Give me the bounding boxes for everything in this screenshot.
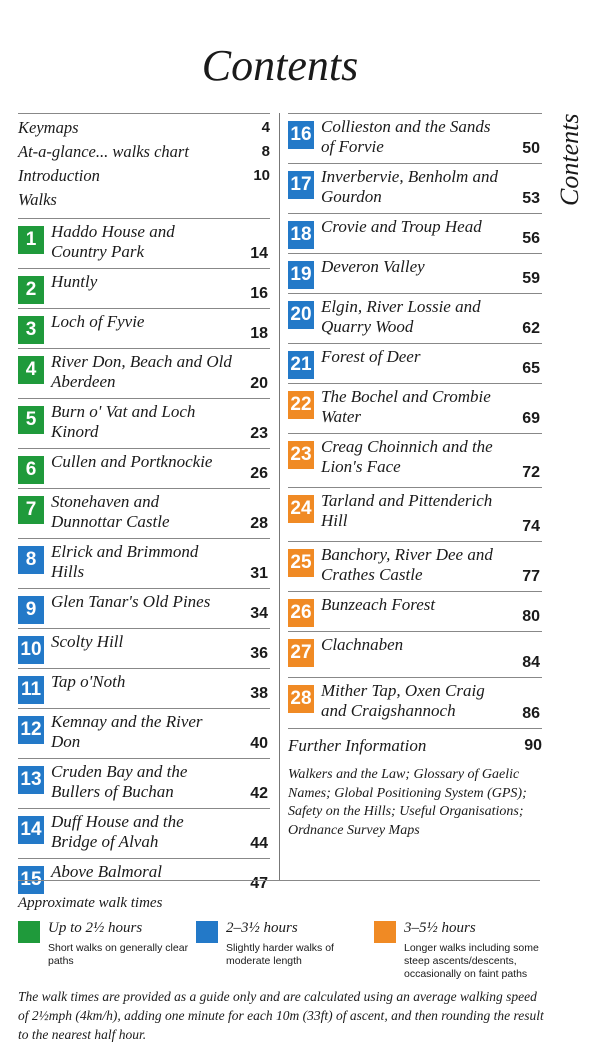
walk-row[interactable] bbox=[18, 268, 270, 308]
walk-page-number: 20 bbox=[250, 375, 268, 392]
walk-row[interactable] bbox=[18, 588, 270, 628]
front-matter-list bbox=[18, 114, 270, 218]
walk-number-badge: 16 bbox=[288, 121, 314, 149]
walk-name: Elgin, River Lossie and Quarry Wood bbox=[321, 297, 481, 336]
walk-page-number: 28 bbox=[250, 515, 268, 532]
walk-times-note: The walk times are provided as a guide only and are calculated using an average walking speed of 2½mph (4km/h), adding one minute for each 10m (33ft) of ascent, and then rounding the result to the nearest half hour. bbox=[18, 989, 544, 1042]
front-matter-page: 4 bbox=[261, 119, 270, 136]
walk-number-badge: 19 bbox=[288, 261, 314, 289]
walk-number-badge: 7 bbox=[18, 496, 44, 524]
walk-page-number: 65 bbox=[522, 360, 540, 377]
walk-page-number: 69 bbox=[522, 410, 540, 427]
walk-number-badge: 27 bbox=[288, 639, 314, 667]
contents-right-column bbox=[288, 113, 542, 840]
legend-description: Slightly harder walks of moderate length bbox=[226, 942, 334, 967]
walk-name: Tarland and Pittenderich Hill bbox=[321, 491, 493, 530]
walk-page-number: 80 bbox=[522, 608, 540, 625]
walk-page-number: 16 bbox=[250, 285, 268, 302]
walk-name: Mither Tap, Oxen Craig and Craigshannoch bbox=[321, 681, 485, 720]
walk-name: Scolty Hill bbox=[51, 632, 124, 651]
side-tab-label: Contents bbox=[555, 113, 584, 207]
walk-number-badge: 26 bbox=[288, 599, 314, 627]
walk-name: Banchory, River Dee and Crathes Castle bbox=[321, 545, 493, 584]
walk-number-badge: 6 bbox=[18, 456, 44, 484]
front-matter-label: At-a-glance... walks chart bbox=[18, 142, 189, 161]
green-swatch bbox=[18, 921, 40, 943]
walk-row[interactable] bbox=[288, 677, 542, 728]
walk-number-badge: 3 bbox=[18, 316, 44, 344]
walk-row[interactable] bbox=[18, 348, 270, 398]
walk-page-number: 40 bbox=[250, 735, 268, 752]
walk-number-badge: 5 bbox=[18, 406, 44, 434]
walk-name: Tap o'Noth bbox=[51, 672, 126, 691]
walk-row[interactable] bbox=[18, 708, 270, 758]
front-matter-page: 10 bbox=[253, 167, 270, 184]
blue-swatch bbox=[196, 921, 218, 943]
walk-row[interactable] bbox=[18, 628, 270, 668]
walk-page-number: 72 bbox=[522, 464, 540, 481]
walk-number-badge: 21 bbox=[288, 351, 314, 379]
walk-name: Deveron Valley bbox=[321, 257, 425, 276]
walk-number-badge: 15 bbox=[18, 866, 44, 894]
walk-row[interactable] bbox=[18, 538, 270, 588]
front-matter-label: Keymaps bbox=[18, 118, 79, 137]
walk-page-number: 53 bbox=[522, 190, 540, 207]
further-information-row[interactable] bbox=[288, 728, 542, 762]
walk-number-badge: 2 bbox=[18, 276, 44, 304]
walk-row[interactable] bbox=[288, 253, 542, 293]
walk-page-number: 23 bbox=[250, 425, 268, 442]
walk-name: Haddo House and Country Park bbox=[51, 222, 175, 261]
walk-name: Forest of Deer bbox=[321, 347, 421, 366]
walks-list-right bbox=[288, 113, 542, 728]
walk-page-number: 34 bbox=[250, 605, 268, 622]
walk-name: Stonehaven and Dunnottar Castle bbox=[51, 492, 170, 531]
walk-row[interactable] bbox=[288, 433, 542, 487]
walk-row[interactable] bbox=[288, 213, 542, 253]
walk-number-badge: 13 bbox=[18, 766, 44, 794]
walk-number-badge: 24 bbox=[288, 495, 314, 523]
walk-number-badge: 8 bbox=[18, 546, 44, 574]
legend-title: Up to 2½ hours bbox=[48, 920, 143, 936]
walk-name: Collieston and the Sands of Forvie bbox=[321, 117, 491, 156]
walk-name: Bunzeach Forest bbox=[321, 595, 436, 614]
front-matter-label: Walks bbox=[18, 190, 57, 209]
walk-page-number: 31 bbox=[250, 565, 268, 582]
walk-row[interactable] bbox=[18, 308, 270, 348]
bottom-rule bbox=[18, 880, 540, 881]
walk-name: The Bochel and Crombie Water bbox=[321, 387, 491, 426]
walk-name: Huntly bbox=[51, 272, 98, 291]
walk-name: Duff House and the Bridge of Alvah bbox=[51, 812, 184, 851]
walk-page-number: 42 bbox=[250, 785, 268, 802]
walk-page-number: 62 bbox=[522, 320, 540, 337]
walk-row[interactable] bbox=[288, 541, 542, 591]
legend-title: 2–3½ hours bbox=[226, 920, 298, 936]
front-matter-page: 8 bbox=[261, 143, 270, 160]
further-information-label: Further Information bbox=[288, 736, 427, 755]
further-information-description: Walkers and the Law; Glossary of Gaelic Names; Global Positioning System (GPS); Safety on the Hills; Useful Organisations; Ordnance Survey Maps bbox=[288, 767, 527, 838]
walk-row[interactable] bbox=[288, 383, 542, 433]
walk-number-badge: 9 bbox=[18, 596, 44, 624]
walk-number-badge: 18 bbox=[288, 221, 314, 249]
walk-page-number: 44 bbox=[250, 835, 268, 852]
walk-row[interactable] bbox=[288, 591, 542, 631]
walk-number-badge: 22 bbox=[288, 391, 314, 419]
walk-name: Crovie and Troup Head bbox=[321, 217, 482, 236]
contents-left-column bbox=[18, 113, 270, 898]
walk-name: Burn o' Vat and Loch Kinord bbox=[51, 402, 196, 441]
legend-title: 3–5½ hours bbox=[404, 920, 476, 936]
walk-row[interactable] bbox=[288, 293, 542, 343]
walk-page-number: 26 bbox=[250, 465, 268, 482]
walk-page-number: 74 bbox=[522, 518, 540, 535]
walk-row[interactable] bbox=[18, 758, 270, 808]
column-divider bbox=[279, 113, 280, 880]
walk-row[interactable] bbox=[288, 343, 542, 383]
walk-row[interactable] bbox=[18, 448, 270, 488]
walk-number-badge: 25 bbox=[288, 549, 314, 577]
walk-page-number: 59 bbox=[522, 270, 540, 287]
walk-name: Elrick and Brimmond Hills bbox=[51, 542, 199, 581]
walk-name: Creag Choinnich and the Lion's Face bbox=[321, 437, 493, 476]
walk-number-badge: 1 bbox=[18, 226, 44, 254]
walk-number-badge: 28 bbox=[288, 685, 314, 713]
walk-number-badge: 17 bbox=[288, 171, 314, 199]
walk-name: Cullen and Portknockie bbox=[51, 452, 213, 471]
walk-name: Loch of Fyvie bbox=[51, 312, 145, 331]
walk-name: Kemnay and the River Don bbox=[51, 712, 203, 751]
walk-page-number: 84 bbox=[522, 654, 540, 671]
walk-name: River Don, Beach and Old Aberdeen bbox=[51, 352, 232, 391]
walk-number-badge: 12 bbox=[18, 716, 44, 744]
front-matter-row bbox=[18, 188, 270, 212]
walk-page-number: 77 bbox=[522, 568, 540, 585]
walk-page-number: 36 bbox=[250, 645, 268, 662]
front-matter-label: Introduction bbox=[18, 166, 100, 185]
walk-page-number: 47 bbox=[250, 875, 268, 892]
walk-number-badge: 11 bbox=[18, 676, 44, 704]
walk-name: Glen Tanar's Old Pines bbox=[51, 592, 211, 611]
walk-number-badge: 10 bbox=[18, 636, 44, 664]
walk-number-badge: 20 bbox=[288, 301, 314, 329]
walk-number-badge: 4 bbox=[18, 356, 44, 384]
walk-page-number: 50 bbox=[522, 140, 540, 157]
walk-page-number: 18 bbox=[250, 325, 268, 342]
walk-name: Above Balmoral bbox=[51, 862, 162, 881]
walk-number-badge: 23 bbox=[288, 441, 314, 469]
walk-row[interactable] bbox=[288, 631, 542, 677]
legend-description: Longer walks including some steep ascents/descents, occasionally on faint paths bbox=[404, 942, 539, 980]
walk-number-badge: 14 bbox=[18, 816, 44, 844]
walk-row[interactable] bbox=[18, 488, 270, 538]
walk-page-number: 56 bbox=[522, 230, 540, 247]
walk-row[interactable] bbox=[288, 487, 542, 541]
front-matter-row[interactable] bbox=[18, 140, 270, 164]
walk-page-number: 38 bbox=[250, 685, 268, 702]
legend-heading: Approximate walk times bbox=[18, 895, 163, 911]
front-matter-row[interactable] bbox=[18, 164, 270, 188]
walk-row[interactable] bbox=[18, 398, 270, 448]
walk-row[interactable] bbox=[288, 113, 542, 163]
walk-page-number: 14 bbox=[250, 245, 268, 262]
walk-page-number: 86 bbox=[522, 705, 540, 722]
further-information-page: 90 bbox=[524, 737, 542, 754]
walk-row[interactable] bbox=[288, 163, 542, 213]
walk-row[interactable] bbox=[18, 668, 270, 708]
walk-row[interactable] bbox=[18, 808, 270, 858]
walk-name: Clachnaben bbox=[321, 635, 404, 654]
walk-name: Cruden Bay and the Bullers of Buchan bbox=[51, 762, 188, 801]
walk-row[interactable] bbox=[18, 218, 270, 268]
walk-row[interactable] bbox=[18, 858, 270, 898]
legend-description: Short walks on generally clear paths bbox=[48, 942, 189, 967]
walk-name: Inverbervie, Benholm and Gourdon bbox=[321, 167, 499, 206]
walks-list-left bbox=[18, 218, 270, 898]
page-title: Contents bbox=[201, 41, 359, 90]
orange-swatch bbox=[374, 921, 396, 943]
front-matter-row[interactable] bbox=[18, 116, 270, 140]
